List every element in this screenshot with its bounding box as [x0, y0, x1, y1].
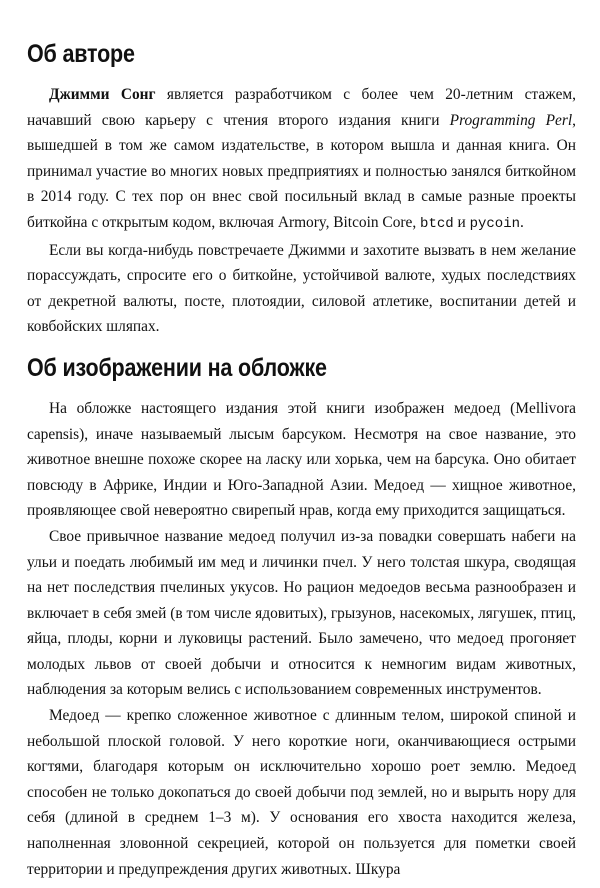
- author-paragraph-1: [27, 82, 576, 238]
- author-text-3: и: [453, 213, 470, 231]
- book-title: Programming Perl: [449, 111, 573, 129]
- code-btcd: btcd: [420, 215, 454, 232]
- author-text-2: , вышедшей в том же самом издательстве, в котором вышла и данная книга. Он принимал участие во многих новых предприятиях и полностью занялся биткойном в 2014 году. С тех пор он внес свой посильный вклад в самые разные проекты биткойна с открытым кодом, включая Armory, Bitcoin Core,: [27, 111, 577, 231]
- author-paragraph-2: Если вы когда-нибудь повстречаете Джимми и захотите вызвать в нем желание порассуждать, спросите его о биткойне, устойчивой валюте, худых последствиях от декретной валюты, посте, плотоядии, силовой атлетике, воспитании детей и ковбойских шляпах.: [27, 241, 576, 336]
- code-pycoin: pycoin: [469, 215, 521, 232]
- author-text-4: .: [520, 213, 524, 231]
- cover-paragraph-1: На обложке настоящего издания этой книги изображен медоед (Mellivora capensis), иначе называемый лысым барсуком. Несмотря на свое название, это животное внешне похоже скорее на ласку или хорька, чем на барсука. Оно обитает повсюду в Африке, Индии и Юго-Западной Азии. Медоед — хищное животное, проявляющее свой невероятно свирепый нрав, когда ему приходится защищаться.: [27, 399, 576, 520]
- cover-paragraph-3: Медоед — крепко сложенное животное с длинным телом, широкой спиной и небольшой плоской головой. У него короткие ноги, оканчивающиеся острыми когтями, благодаря которым он исключительно хорошо роет землю. Медоед способен не только докопаться до своей добычи под землей, но и вырыть нору для себя (длиной в среднем 1–3 м). У основания его хвоста находится железа, наполненная зловонной секрецией, которой он пользуется для пометки своей территории и предупреждения других животных. Шкура: [27, 707, 576, 878]
- author-name: Джимми Сонг: [49, 86, 156, 103]
- author-text-1: является разработчиком с более чем 20-летним стажем, начавший свою карьеру с чтения второго издания книги: [27, 86, 576, 129]
- heading-about-cover: Об изображении на обложке: [27, 353, 327, 382]
- cover-paragraph-2: Свое привычное название медоед получил из-за повадки совершать набеги на ульи и поедать любимый им мед и личинки пчел. У него толстая шкура, сводящая на нет последствия пчелиных укусов. Но рацион медоедов весьма разнообразен и включает в себя змей (в том числе ядовитых), грызунов, насекомых, лягушек, птиц, яйца, плоды, корни и луковицы растений. Было замечено, что медоед прогоняет молодых львов от своей добычи и относится к немногим видам животных, наблюдения за которым велись с использованием современных инструментов.: [27, 527, 576, 699]
- heading-about-author: Об авторе: [27, 40, 135, 68]
